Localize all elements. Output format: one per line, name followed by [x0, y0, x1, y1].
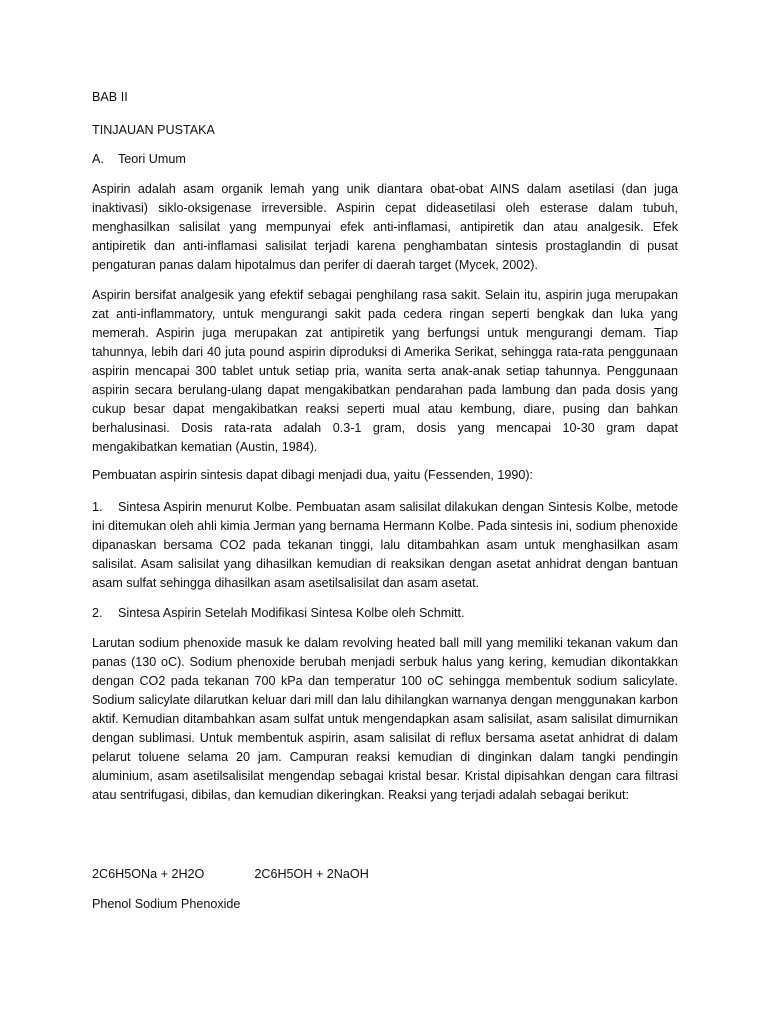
reaction-products: 2C6H5OH + 2NaOH [254, 867, 369, 881]
paragraph-synthesis-intro: Pembuatan aspirin sintesis dapat dibagi menjadi dua, yaitu (Fessenden, 1990): [92, 468, 534, 482]
reaction-equation [92, 865, 369, 884]
chapter-title: TINJAUAN PUSTAKA [92, 123, 215, 137]
list-item-schmitt [92, 604, 678, 623]
paragraph-aspirin-properties: Aspirin bersifat analgesik yang efektif sebagai penghilang rasa sakit. Selain itu, aspirin juga merupakan zat anti-inflammatory, untuk mengurangi sakit pada cedera ringan seperti bengkak dan luka yang memerah. Aspirin juga merupakan zat antipiretik yang berfungsi untuk mengurangi demam. Tiap tahunnya, lebih dari 40 juta pound aspirin diproduksi di Amerika Serikat, sehingga rata-rata penggunaan aspirin mencapai 300 tablet untuk setiap pria, wanita serta anak-anak setiap tahunnya. Penggunaan aspirin secara berulang-ulang dapat mengakibatkan pendarahan pada lambung dan pada dosis yang cukup besar dapat mengakibatkan reaksi seperti mual atau kembung, diare, pusing dan bahkan berhalusinasi. Dosis rata-rata adalah 0.3-1 gram, dosis yang mencapai 10-30 gram dapat mengakibatkan kematian (Austin, 1984). [92, 288, 678, 454]
chapter-heading: BAB II [92, 90, 128, 104]
list-item-number: 2. [92, 606, 103, 620]
paragraph-schmitt-process: Larutan sodium phenoxide masuk ke dalam revolving heated ball mill yang memiliki tekanan vakum dan panas (130 oC). Sodium phenoxide berubah menjadi serbuk halus yang kering, kemudian dikontakkan dengan CO2 pada tekanan 700 kPa dan temperatur 100 oC sehingga membentuk sodium salicylate. Sodium salicylate dilarutkan keluar dari mill dan lalu dihilangkan warnanya dengan menggunakan karbon aktif. Kemudian ditambahkan asam sulfat untuk mengendapkan asam salisilat, asam salisilat dimurnikan dengan sublimasi. Untuk membentuk aspirin, asam salisilat di reflux bersama asetat anhidrat di dalam pelarut toluene selama 20 jam. Campuran reaksi kemudian di dinginkan dalam tangki pendingin aluminium, asam asetilsalisilat mengendap sebagai kristal besar. Kristal dipisahkan dengan cara filtrasi atau sentrifugasi, dibilas, dan kemudian dikeringkan. Reaksi yang terjadi adalah sebagai berikut: [92, 636, 678, 802]
list-item-text: Sintesa Aspirin Setelah Modifikasi Sintesa Kolbe oleh Schmitt. [118, 606, 465, 620]
paragraph-aspirin-definition: Aspirin adalah asam organik lemah yang unik diantara obat-obat AINS dalam asetilasi (dan juga inaktivasi) siklo-oksigenase irreversible. Aspirin cepat dideasetilasi oleh esterase dalam tubuh, menghasilkan salisilat yang mempunyai efek anti-inflamasi, antipiretik dan atau analgesik. Efek antipiretik dan anti-inflamasi salisilat terjadi karena penghambatan sintesis prostaglandin di pusat pengaturan panas dalam hipotalmus dan perifer di daerah target (Mycek, 2002). [92, 182, 678, 272]
list-item-text: Sintesa Aspirin menurut Kolbe. Pembuatan asam salisilat dilakukan dengan Sintesis Kolbe, metode ini ditemukan oleh ahli kimia Jerman yang bernama Hermann Kolbe. Pada sintesis ini, sodium phenoxide dipanaskan bersama CO2 pada tekanan tinggi, lalu ditambahkan asam untuk menghasilkan asam salisilat. Asam salisilat yang dihasilkan kemudian di reaksikan dengan asetat anhidrat dengan bantuan asam sulfat sehingga dihasilkan asam asetilsalisilat dan asam asetat. [92, 500, 678, 590]
list-item-number: 1. [92, 500, 103, 514]
reaction-reactants: 2C6H5ONa + 2H2O [92, 867, 205, 881]
section-number: A. [92, 152, 104, 166]
section-title: Teori Umum [118, 152, 186, 166]
reaction-labels: Phenol Sodium Phenoxide [92, 897, 241, 911]
section-heading [92, 150, 186, 169]
list-item-kolbe [92, 498, 678, 593]
